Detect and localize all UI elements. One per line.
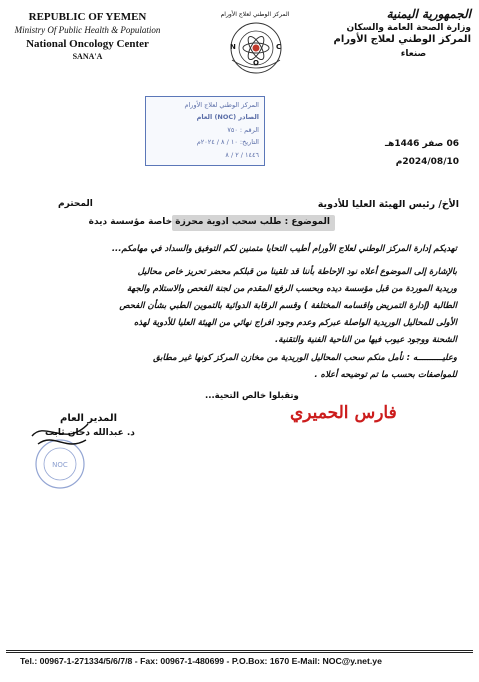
honorific: المحترم [58, 199, 93, 209]
logo-letter-o: O [253, 59, 259, 67]
logo-letter-c: C [276, 43, 282, 51]
header-ar-center: المركز الوطني لعلاج الأورام [333, 34, 471, 45]
request-line: وعليــــــــــه : نأمل منكم سحب المحاليل الوريدية من مخازن المركز كونها غير مطابق [153, 353, 457, 363]
handwritten-signature-name: فارس الحميري [290, 403, 397, 423]
official-seal-icon [30, 414, 90, 492]
director-title: المدير العام [60, 413, 118, 424]
logo-letter-n: N [230, 43, 236, 51]
registry-stamp [145, 96, 265, 166]
header-en-center: National Oncology Center [26, 38, 149, 50]
stamp-line-date: التاريخ: ١٠ / ٨ / ٢٠٢٤م [196, 138, 259, 146]
footer-rule [6, 652, 473, 653]
header-en-country: REPUBLIC OF YEMEN [28, 11, 147, 23]
logo-arabic-title: المركز الوطني لعلاج الأورام [220, 11, 290, 18]
addressee: الأخ/ رئيس الهيئة العليا للأدوية [317, 199, 459, 210]
closing: وتقبلوا خالص التحية... [205, 391, 299, 401]
body-line: الأولى للمحاليل الوريدية الواصلة عبركم وعدم وجود افراج نهائي من الهيئة العليا للأدوية لهذه [133, 318, 457, 328]
footer-rule [6, 650, 473, 651]
stamp-line-number: الرقم : ٧٥٠ [227, 126, 259, 134]
footer-contact: Tel.: 00967-1-271334/5/6/7/8 - Fax: 00967-1-480699 - P.O.Box: 1670 E-Mail: NOC@y.net.ye [20, 656, 382, 666]
request-line: للمواصفات بحسب ما تم توضيحه أعلاه . [314, 370, 457, 380]
header-ar-city: صنعاء [400, 49, 427, 59]
header-ar-country: الجمهورية اليمنية [386, 7, 471, 21]
stamp-line-hijri: ١٤٤٦ / ٢ / ٨ [225, 151, 259, 159]
stamp-line-outgoing: الصادر (NOC) العام [196, 113, 259, 121]
subject-text: الموضوع : طلب سحب ادوية محرزة خاصة مؤسسة ديدة [88, 217, 330, 227]
header-en-ministry: Ministry Of Public Health & Population [14, 25, 161, 35]
subject-box [88, 215, 335, 231]
date-hijri: 06 صفر 1446هـ [385, 139, 459, 149]
greeting: تهديكم إدارة المركز الوطني لعلاج الأورام أطيب التحايا متمنين لكم التوفيق والسداد في مهامكم... [111, 244, 457, 254]
body-line: وريدية الموردة من قبل مؤسسة ديده وبحسب الرفع المقدم من لجنة الفحص والاستلام والجهة [126, 284, 457, 294]
stamp-line-center: المركز الوطني لعلاج الأورام [184, 101, 259, 109]
date-gregorian: 2024/08/10م [395, 157, 459, 167]
director-name: د. عبدالله دحان ثابت [45, 428, 135, 438]
body-line: الشحنة ووجود عيوب فيها من الناحية الفنية والتقنية. [275, 335, 457, 345]
header-ar-ministry: وزارة الصحة العامة والسكان [346, 23, 471, 33]
body-line: بالإشارة إلى الموضوع أعلاه نود الإحاطة بأننا قد تلقينا من قبلكم محضر تحريز خاص محاليل [137, 267, 457, 277]
body-line: الطالبة (إدارة التمريض واقسامه المختلفة ) وقسم الرقابة الدوائية بالتموين الطبي بشأن الفحص [119, 301, 457, 311]
seal-text: NOC [52, 461, 68, 469]
header-en-city: SANA'A [72, 52, 103, 61]
